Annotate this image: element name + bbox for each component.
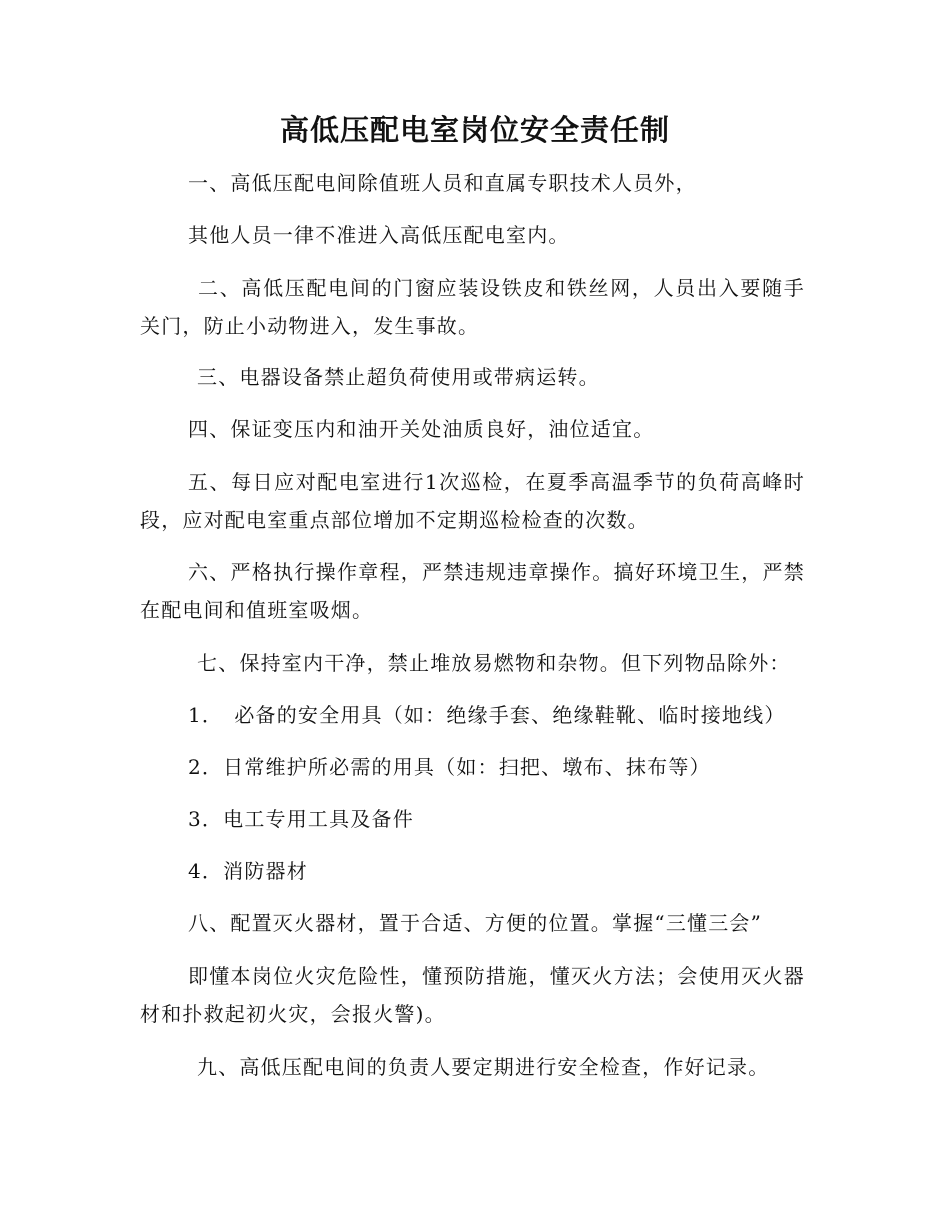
paragraph-10: 即懂本岗位火灾危险性，懂预防措施，懂灭火方法；会使用灭火器材和扑救起初火灾，会报火警)。 bbox=[140, 964, 805, 1026]
list-item-1: 1． 必备的安全用具（如：绝缘手套、绝缘鞋靴、临时接地线） bbox=[188, 703, 786, 727]
paragraph-11: 九、高低压配电间的负责人要定期进行安全检查，作好记录。 bbox=[197, 1055, 770, 1079]
paragraph-3: 二、高低压配电间的门窗应装设铁皮和铁丝网，人员出入要随手关门，防止小动物进入，发生事故。 bbox=[140, 276, 805, 338]
paragraph-5: 四、保证变压内和油开关处油质良好，油位适宜。 bbox=[188, 417, 655, 441]
paragraph-1: 一、高低压配电间除值班人员和直属专职技术人员外， bbox=[188, 171, 697, 195]
paragraph-9: 八、配置灭火器材，置于合适、方便的位置。掌握“三懂三会” bbox=[188, 911, 763, 935]
list-item-3: 3．电工专用工具及备件 bbox=[188, 807, 414, 831]
paragraph-2: 其他人员一律不准进入高低压配电室内。 bbox=[188, 223, 570, 247]
paragraph-7: 六、严格执行操作章程，严禁违规违章操作。搞好环境卫生，严禁在配电间和值班室吸烟。 bbox=[140, 560, 805, 622]
list-item-4: 4．消防器材 bbox=[188, 859, 308, 883]
document-title: 高低压配电室岗位安全责任制 bbox=[279, 113, 670, 147]
paragraph-8: 七、保持室内干净，禁止堆放易燃物和杂物。但下列物品除外： bbox=[197, 651, 791, 675]
paragraph-6: 五、每日应对配电室进行1次巡检，在夏季高温季节的负荷高峰时段，应对配电室重点部位增加不定期巡检检查的次数。 bbox=[140, 470, 805, 532]
paragraph-4: 三、电器设备禁止超负荷使用或带病运转。 bbox=[197, 365, 600, 389]
list-item-2: 2．日常维护所必需的用具（如：扫把、墩布、抹布等） bbox=[188, 755, 711, 779]
